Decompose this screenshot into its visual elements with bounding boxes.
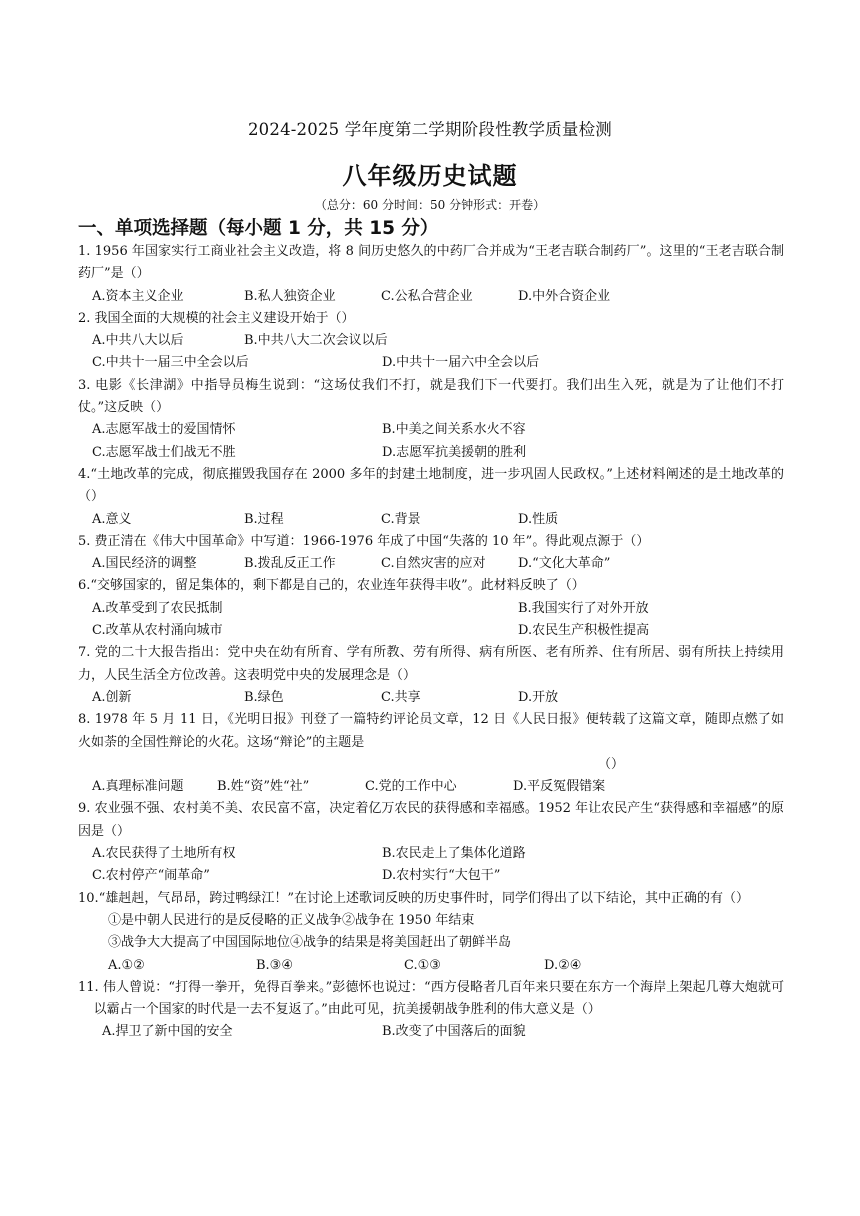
option-d: D.“文化大革命” (518, 556, 611, 572)
option-row (78, 419, 784, 441)
option-d: D.②④ (544, 957, 582, 973)
option-row (78, 687, 784, 709)
option-row (78, 1021, 784, 1043)
option-c: C.自然灾害的应对 (381, 556, 486, 572)
option-b: B.③④ (256, 957, 293, 973)
option-b: B.姓“资”姓“社” (217, 779, 310, 795)
option-c: C.改革从农村涌向城市 (92, 623, 223, 639)
option-row (78, 442, 784, 464)
option-row (78, 776, 784, 798)
option-a: A.中共八大以后 (92, 333, 184, 349)
option-b: B.中共八大二次会议以后 (244, 333, 388, 349)
option-c: C.农村停产“闹革命” (92, 868, 210, 884)
option-a: A.农民获得了土地所有权 (92, 846, 236, 862)
option-b: B.私人独资企业 (244, 288, 336, 304)
question-10 (78, 888, 784, 977)
option-d: D.中外合资企业 (518, 288, 611, 304)
option-a: A.资本主义企业 (92, 288, 184, 304)
option-d: D.开放 (518, 689, 559, 705)
option-a: A.①② (108, 957, 145, 973)
option-d: D.志愿军抗美援朝的胜利 (382, 444, 527, 460)
question-5 (78, 531, 784, 576)
question-1 (78, 241, 784, 308)
exam-meta: （总分：60 分时间：50 分钟形式：开卷） (314, 198, 546, 212)
question-11 (78, 977, 784, 1044)
option-a: A.志愿军战士的爱国情怀 (92, 422, 236, 438)
option-a: A.创新 (92, 689, 132, 705)
question-list (78, 241, 784, 1044)
option-b: B.改变了中国落后的面貌 (382, 1024, 526, 1040)
option-d: D.中共十一届六中全会以后 (382, 355, 540, 371)
question-text: 5. 费正清在《伟大中国革命》中写道：1966-1976 年成了中国“失落的 10 年”。得此观点源于（） (78, 533, 650, 549)
question-text: 1. 1956 年国家实行工商业社会主义改造，将 8 间历史悠久的中药厂合并成为“王老吉联合制药厂”。这里的“王老吉联合制药厂”是（） (78, 244, 784, 282)
option-c: C.公私合营企业 (381, 288, 473, 304)
section-heading: 一、单项选择题（每小题 1 分，共 15 分） (78, 218, 439, 239)
question-9 (78, 798, 784, 887)
exam-term-title: 2024-2025 学年度第二学期阶段性教学质量检测 (247, 120, 612, 139)
option-c: C.党的工作中心 (365, 779, 457, 795)
option-row (78, 330, 784, 352)
question-text: 9. 农业强不强、农村美不美、农民富不富，决定着亿万农民的获得感和幸福感。1952 年让农民产生“获得感和幸福感”的原因是（） (78, 801, 784, 839)
option-a: A.捍卫了新中国的安全 (102, 1024, 233, 1040)
option-row (78, 286, 784, 308)
statement-line: ③战争大大提高了中国国际地位④战争的结果是将美国赶出了朝鲜半岛 (108, 935, 512, 951)
option-row (78, 352, 784, 374)
option-row (78, 509, 784, 531)
option-d: D.平反冤假错案 (513, 779, 606, 795)
exam-subject-title: 八年级历史试题 (342, 162, 518, 190)
option-c: C.①③ (404, 957, 441, 973)
option-b: B.拨乱反正工作 (244, 556, 336, 572)
option-c: C.志愿军战士们战无不胜 (92, 444, 236, 460)
question-7 (78, 642, 784, 709)
question-6 (78, 575, 784, 642)
option-a: A.真理标准问题 (92, 779, 184, 795)
option-d: D.农村实行“大包干” (382, 868, 501, 884)
option-a: A.改革受到了农民抵制 (92, 600, 223, 616)
option-row (78, 843, 784, 865)
option-a: A.国民经济的调整 (92, 556, 197, 572)
option-d: D.农民生产积极性提高 (518, 623, 650, 639)
option-row (78, 865, 784, 887)
statement-line: ①是中朝人民进行的是反侵略的正义战争②战争在 1950 年结束 (108, 912, 475, 928)
question-text: 4.“土地改革的完成，彻底摧毁我国存在 2000 多年的封建土地制度，进一步巩固人民政权。”上述材料阐述的是土地改革的（） (78, 466, 784, 505)
option-c: C.共享 (381, 689, 421, 705)
option-c: C.背景 (381, 511, 421, 527)
question-4 (78, 464, 784, 531)
option-b: B.过程 (244, 511, 284, 527)
question-3 (78, 375, 784, 464)
option-b: B.我国实行了对外开放 (518, 600, 649, 616)
question-text: 3. 电影《长津湖》中指导员梅生说到：“这场仗我们不打，就是我们下一代要打。我们出生入死，就是为了让他们不打仗。”这反映（） (78, 377, 784, 416)
option-b: B.中美之间关系水火不容 (382, 422, 526, 438)
option-row (78, 553, 784, 575)
option-b: B.农民走上了集体化道路 (382, 846, 526, 862)
question-text: 7. 党的二十大报告指出：党中央在幼有所育、学有所教、劳有所得、病有所医、老有所养、住有所居、弱有所扶上持续用力，人民生活全方位改善。这表明党中央的发展理念是（） (78, 645, 784, 683)
answer-paren: （） (597, 756, 624, 772)
question-2 (78, 308, 784, 375)
option-b: B.绿色 (244, 689, 284, 705)
option-row (78, 620, 784, 642)
question-text: 8. 1978 年 5 月 11 日，《光明日报》刊登了一篇特约评论员文章，12 日《人民日报》便转载了这篇文章，随即点燃了如火如荼的全国性辩论的火花。这场“辩论”的主题是 (78, 712, 784, 750)
question-8 (78, 709, 784, 798)
option-d: D.性质 (518, 511, 559, 527)
question-text: 10.“雄赳赳，气昂昂，跨过鸭绿江！”在讨论上述歌词反映的历史事件时，同学们得出了以下结论，其中正确的有（） (78, 890, 749, 906)
option-row (78, 955, 784, 977)
question-text: 6.“交够国家的，留足集体的，剩下都是自己的，农业连年获得丰收”。此材料反映了（） (78, 578, 585, 594)
question-text: 11. 伟人曾说：“打得一拳开，免得百拳来。”彭德怀也说过：“西方侵略者几百年来只要在东方一个海岸上架起几尊大炮就可以霸占一个国家的时代是一去不复返了。”由此可见，抗美援朝战争胜利的伟大意义是（） (78, 979, 784, 1018)
question-text: 2. 我国全面的大规模的社会主义建设开始于（） (78, 310, 355, 326)
option-c: C.中共十一届三中全会以后 (92, 355, 249, 371)
option-row (78, 598, 784, 620)
option-a: A.意义 (92, 511, 132, 527)
